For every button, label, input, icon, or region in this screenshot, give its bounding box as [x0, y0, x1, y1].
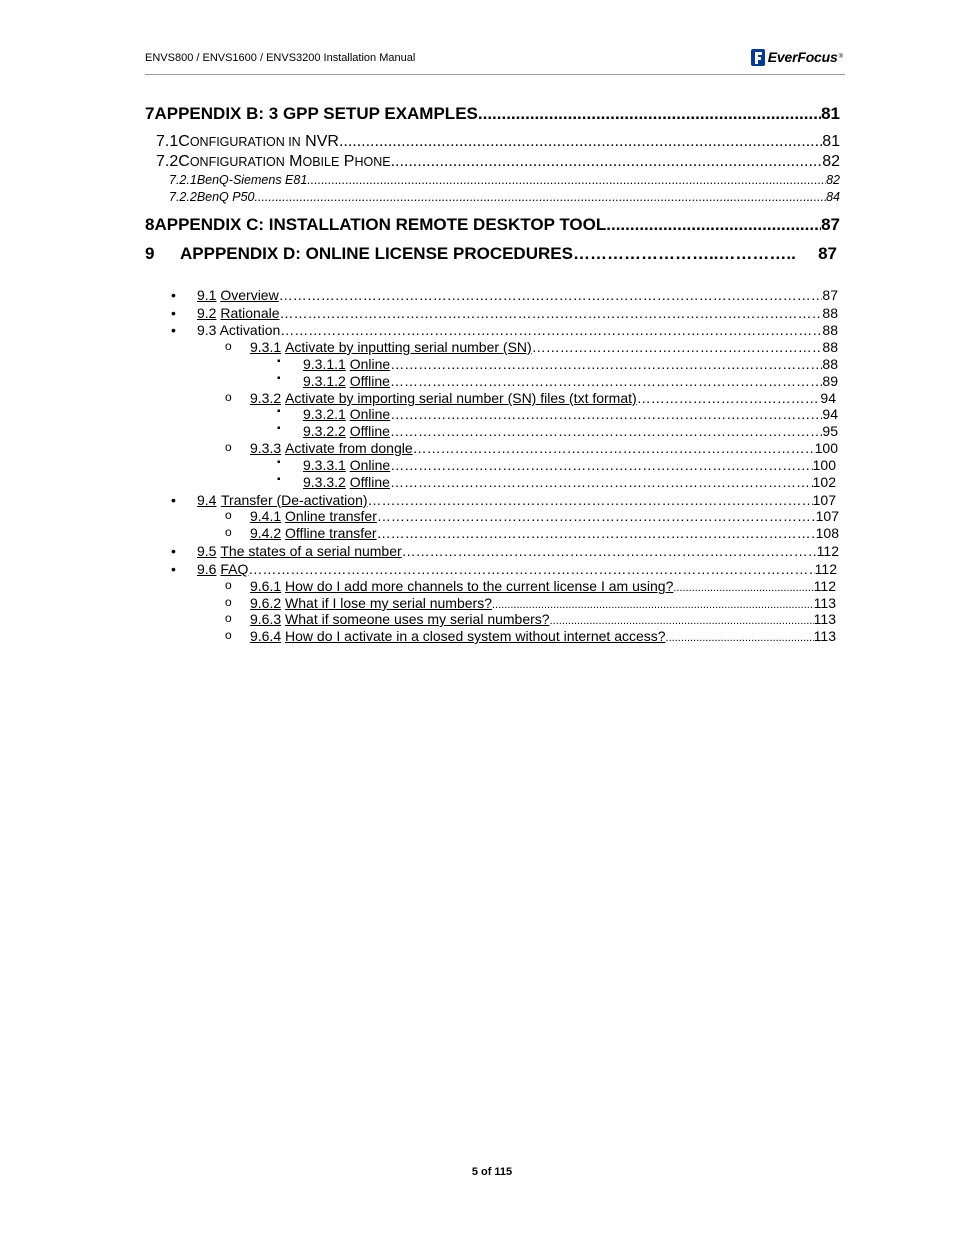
item-number[interactable]: 9.3.1.2 — [303, 373, 346, 389]
list-item-9-3[interactable] — [197, 322, 838, 338]
list-item-9-6[interactable] — [197, 561, 837, 577]
toc-title: APPENDIX C: INSTALLATION REMOTE DESKTOP TOOL — [154, 215, 607, 234]
toc-number: 7.2.2 — [169, 190, 197, 204]
list-item-9-4-2[interactable] — [250, 525, 839, 541]
item-page: 100 — [812, 457, 836, 473]
toc-page: 81 — [821, 104, 840, 123]
toc-number: 7.2 — [156, 153, 179, 170]
list-item-9-3-1[interactable] — [250, 339, 838, 355]
item-page: 112 — [813, 578, 836, 594]
bullet: ▪ — [277, 406, 281, 417]
item-number[interactable]: 9.4 — [197, 492, 217, 508]
item-page: 112 — [814, 561, 837, 577]
list-item-9-3-2[interactable] — [250, 390, 836, 406]
dot-leader — [279, 287, 823, 303]
bullet: o — [225, 595, 232, 609]
item-number[interactable]: 9.1 — [197, 287, 217, 303]
toc-page: 84 — [826, 190, 840, 204]
toc-page: 81 — [822, 133, 840, 150]
toc-title: CONFIGURATION IN NVR — [178, 133, 339, 150]
toc-entry-ch7[interactable] — [145, 104, 840, 124]
item-title: 9.3 Activation — [197, 322, 281, 338]
dot-leader — [532, 339, 823, 355]
dot-leader — [550, 615, 814, 627]
item-title[interactable]: Online — [349, 356, 391, 372]
bullet: o — [225, 440, 232, 454]
toc-title: BenQ P50 — [196, 190, 255, 204]
bullet: o — [225, 339, 232, 353]
list-item-9-5[interactable] — [197, 543, 839, 559]
item-page: 88 — [822, 339, 838, 355]
bullet: ▪ — [277, 457, 281, 468]
bullet: • — [171, 492, 176, 508]
bullet: • — [171, 543, 176, 559]
item-title[interactable]: The states of a serial number — [220, 543, 402, 559]
dot-leader — [390, 423, 822, 439]
item-number[interactable]: 9.6.2 — [250, 595, 282, 611]
toc-title: CONFIGURATION MOBILE PHONE — [178, 153, 391, 170]
toc-entry-7-2[interactable] — [156, 153, 840, 171]
everfocus-logo — [750, 46, 843, 68]
toc-page: 82 — [822, 153, 840, 170]
bullet: ▪ — [277, 474, 281, 485]
item-title[interactable]: Offline — [349, 373, 390, 389]
item-page: 88 — [822, 356, 838, 372]
dot-leader — [390, 474, 813, 490]
item-page: 88 — [822, 305, 838, 321]
list-item-9-3-1-1[interactable] — [303, 356, 838, 372]
dot-leader — [402, 543, 817, 559]
dot-leader — [280, 322, 822, 338]
list-item-9-4-1[interactable] — [250, 508, 839, 524]
item-page: 100 — [814, 440, 838, 456]
dot-leader — [673, 582, 813, 594]
item-page: 102 — [812, 474, 836, 490]
item-title[interactable]: FAQ — [220, 561, 249, 577]
item-title[interactable]: Offline — [349, 474, 390, 490]
page-header — [145, 44, 845, 75]
bullet: o — [225, 390, 232, 404]
item-number[interactable]: 9.3.3 — [250, 440, 282, 456]
item-page: 94 — [820, 390, 836, 406]
page-number: 5 of 115 — [471, 1166, 513, 1178]
dot-leader — [368, 492, 813, 508]
list-item-9-4[interactable] — [197, 492, 836, 508]
toc-page: 82 — [826, 173, 840, 187]
item-number[interactable]: 9.3.2.1 — [303, 406, 346, 422]
item-number[interactable]: 9.3.2 — [250, 390, 282, 406]
dot-leader — [478, 104, 821, 124]
item-number[interactable]: 9.4.2 — [250, 525, 282, 541]
item-title[interactable]: What if someone uses my serial numbers? — [285, 611, 550, 627]
list-item-9-2[interactable] — [197, 305, 838, 321]
item-page: 113 — [813, 595, 836, 611]
item-number[interactable]: 9.6.1 — [250, 578, 282, 594]
bullet: • — [171, 561, 176, 577]
item-page: 112 — [816, 543, 839, 559]
item-title[interactable]: Activate from dongle — [285, 440, 413, 456]
item-number[interactable]: 9.3.3.2 — [303, 474, 346, 490]
item-title[interactable]: Activate by importing serial number (SN) files (txt format) — [285, 390, 637, 406]
dot-leader: ……………………..………….. — [572, 244, 796, 263]
item-page: 107 — [812, 492, 836, 508]
dot-leader — [637, 390, 821, 406]
toc-title: BenQ-Siemens E81 — [196, 173, 308, 187]
dot-leader — [390, 356, 822, 372]
bullet: • — [171, 305, 176, 321]
item-number[interactable]: 9.6.3 — [250, 611, 282, 627]
list-item-9-6-1[interactable] — [250, 578, 836, 594]
list-item-9-6-3[interactable] — [250, 611, 836, 627]
logo-text: EverFocus — [767, 49, 838, 65]
bullet: ▪ — [277, 356, 281, 367]
item-number[interactable]: 9.6.4 — [250, 628, 282, 644]
item-title[interactable]: Online transfer — [285, 508, 377, 524]
item-number[interactable]: 9.2 — [197, 305, 217, 321]
item-number[interactable]: 9.3.2.2 — [303, 423, 346, 439]
bullet: o — [225, 611, 232, 625]
dot-leader — [377, 525, 816, 541]
toc-number: 9 — [145, 244, 155, 263]
manual-title: ENVS800 / ENVS1600 / ENVS3200 Installation Manual — [145, 52, 416, 64]
list-item-9-6-2[interactable] — [250, 595, 836, 611]
toc-page: 87 — [818, 244, 837, 263]
item-title[interactable]: Online — [349, 457, 391, 473]
item-title[interactable]: Activate by inputting serial number (SN) — [285, 339, 532, 355]
toc-number: 7.1 — [156, 133, 179, 150]
item-page: 89 — [822, 373, 838, 389]
toc-entry-7-2-1[interactable] — [169, 173, 840, 187]
item-number[interactable]: 9.5 — [197, 543, 217, 559]
item-page: 113 — [813, 628, 836, 644]
toc-title: APPENDIX B: 3 GPP SETUP EXAMPLES — [154, 104, 478, 123]
bullet: • — [171, 287, 176, 303]
item-title[interactable]: What if I lose my serial numbers? — [285, 595, 492, 611]
dot-leader — [280, 305, 823, 321]
list-item-9-3-1-2[interactable] — [303, 373, 838, 389]
item-page: 88 — [822, 322, 838, 338]
bullet: o — [225, 525, 232, 539]
item-title[interactable]: How do I add more channels to the current license I am using? — [285, 578, 674, 594]
logo-registered-mark: ® — [838, 54, 843, 60]
item-title[interactable]: Offline transfer — [285, 525, 377, 541]
bullet: o — [225, 578, 232, 592]
dot-leader — [492, 599, 814, 611]
toc-entry-ch8[interactable] — [145, 215, 840, 235]
dot-leader — [390, 457, 812, 473]
bullet: • — [171, 322, 176, 338]
item-number[interactable]: 9.4.1 — [250, 508, 282, 524]
item-number[interactable]: 9.3.3.1 — [303, 457, 346, 473]
item-number[interactable]: 9.3.1.1 — [303, 356, 346, 372]
item-title[interactable]: How do I activate in a closed system without internet access? — [285, 628, 666, 644]
item-page: 107 — [815, 508, 839, 524]
toc-title: APPPENDIX D: ONLINE LICENSE PROCEDURES — [180, 244, 573, 263]
dot-leader — [377, 508, 816, 524]
toc-number: 7.2.1 — [169, 173, 197, 187]
toc-entry-7-2-2[interactable] — [169, 190, 840, 204]
list-item-9-6-4[interactable] — [250, 628, 836, 644]
item-title[interactable]: Online — [349, 406, 391, 422]
dot-leader — [391, 153, 823, 171]
item-page: 87 — [822, 287, 838, 303]
list-item-9-3-2-2[interactable] — [303, 423, 838, 439]
dot-leader — [413, 440, 815, 456]
list-item-9-3-2-1[interactable] — [303, 406, 838, 422]
toc-number: 7 — [145, 104, 155, 123]
dot-leader — [307, 173, 826, 187]
list-item-9-3-3-2[interactable] — [303, 474, 836, 490]
toc-entry-7-1[interactable] — [156, 133, 840, 151]
item-title[interactable]: Offline — [349, 423, 390, 439]
item-number[interactable]: 9.6 — [197, 561, 217, 577]
item-page: 108 — [815, 525, 839, 541]
item-number[interactable]: 9.3.1 — [250, 339, 282, 355]
item-page: 113 — [813, 611, 836, 627]
item-page: 95 — [822, 423, 838, 439]
list-item-9-1[interactable] — [197, 287, 838, 303]
dot-leader — [248, 561, 814, 577]
dot-leader — [390, 373, 822, 389]
list-item-9-3-3-1[interactable] — [303, 457, 836, 473]
toc-entry-ch9[interactable] — [145, 244, 837, 264]
item-page: 94 — [822, 406, 838, 422]
dot-leader — [339, 133, 822, 151]
dot-leader — [390, 406, 822, 422]
toc-page: 87 — [821, 215, 840, 234]
item-title[interactable]: Overview — [220, 287, 279, 303]
toc-number: 8 — [145, 215, 155, 234]
item-title[interactable]: Rationale — [220, 305, 280, 321]
everfocus-logo-icon — [750, 47, 766, 67]
bullet: o — [225, 508, 232, 522]
dot-leader — [606, 215, 821, 235]
bullet: ▪ — [277, 373, 281, 384]
dot-leader — [666, 632, 814, 644]
list-item-9-3-3[interactable] — [250, 440, 838, 456]
bullet: o — [225, 628, 232, 642]
bullet: ▪ — [277, 423, 281, 434]
item-title[interactable]: Transfer (De-activation) — [221, 492, 368, 508]
dot-leader — [255, 190, 827, 204]
